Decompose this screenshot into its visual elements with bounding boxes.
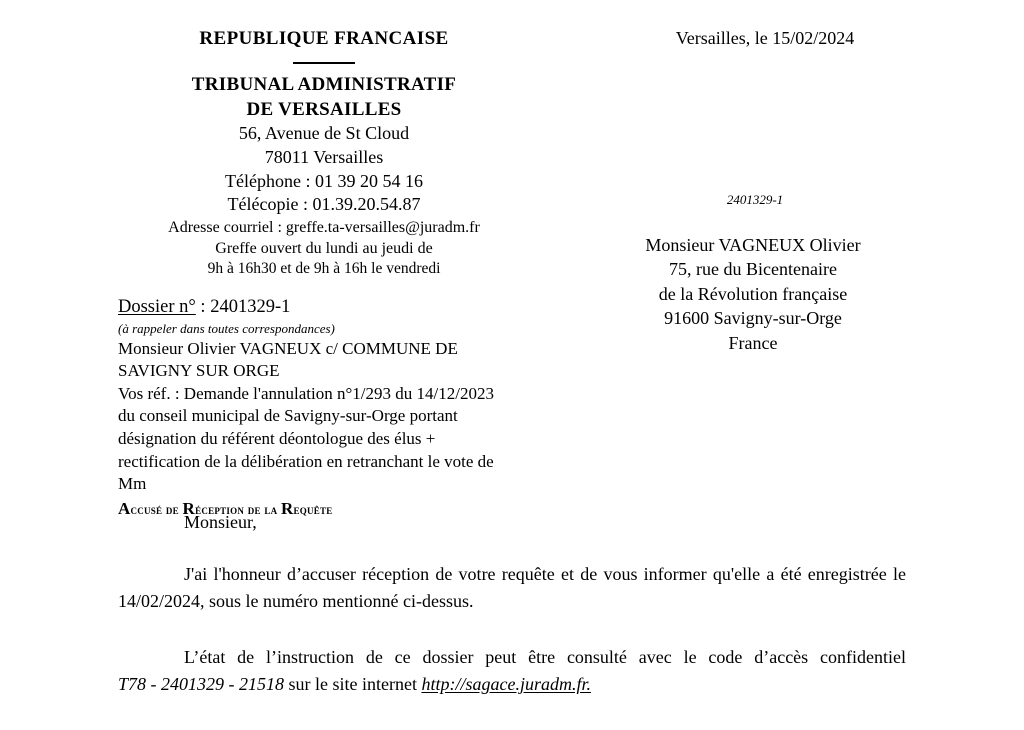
sagace-website-link[interactable]: http://sagace.juradm.fr.	[421, 674, 591, 695]
court-fax: Télécopie : 01.39.20.54.87	[227, 194, 421, 215]
court-hours-line2: 9h à 16h30 et de 9h à 16h le vendredi	[207, 260, 441, 278]
subject-initial-a: A	[118, 498, 131, 518]
recipient-reference: 2401329-1	[726, 192, 784, 207]
body-paragraph-1	[118, 561, 906, 616]
court-name-line2: DE VERSAILLES	[246, 98, 402, 120]
dossier-number-line	[118, 296, 538, 320]
paragraph1-text-before-date: J'ai l'honneur d’accuser réception de votre requête et de vous informer qu'elle a été enregistrée le	[184, 564, 906, 584]
dossier-number: 2401329-1	[210, 297, 291, 317]
subject-initial-r2: R	[280, 498, 294, 518]
court-street: 56, Avenue de St Cloud	[238, 123, 410, 144]
body-paragraph-2	[118, 644, 906, 699]
registration-date: 14/02/2024	[118, 591, 201, 612]
salutation: Monsieur,	[184, 512, 257, 532]
recipient-address-block	[598, 233, 908, 355]
dossier-label: Dossier n°	[118, 297, 196, 317]
subject-initial-r1: R	[182, 498, 196, 518]
subject-text-3: equête	[293, 501, 333, 517]
paragraph2-text-before-code: L’état de l’instruction de ce dossier peut être consulté avec le code d’accès confidentiel	[184, 646, 906, 667]
dossier-note: (à rappeler dans toutes correspondances)	[118, 320, 335, 336]
letter-body	[118, 512, 906, 698]
court-hours-line1: Greffe ouvert du lundi au jeudi de	[215, 240, 433, 258]
republic-heading: REPUBLIQUE FRANCAISE	[199, 28, 449, 49]
dossier-parties-line2: SAVIGNY SUR ORGE	[118, 361, 280, 381]
dossier-block	[118, 296, 538, 520]
dossier-reference-line2: du conseil municipal de Savigny-sur-Orge portant	[118, 406, 458, 426]
court-phone: Téléphone : 01 39 20 54 16	[225, 170, 423, 191]
letterhead	[118, 26, 530, 280]
dossier-reference-line5: Mm	[118, 474, 147, 494]
dossier-reference-line3: désignation du référent déontologue des élus +	[118, 429, 436, 448]
paragraph2-text-before-url: sur le site internet	[284, 674, 422, 695]
subject-text-2: éception de la	[195, 501, 281, 517]
dossier-reference-line1: Vos réf. : Demande l'annulation n°1/293 du 14/12/2023	[118, 383, 494, 403]
recipient-country: France	[728, 332, 778, 353]
paragraph1-text-after-date: , sous le numéro mentionné ci-dessus.	[200, 591, 474, 612]
court-email: Adresse courriel : greffe.ta-versailles@juradm.fr	[168, 219, 480, 237]
recipient-address-line2: de la Révolution française	[658, 283, 848, 304]
recipient-address-line1: 75, rue du Bicentenaire	[669, 259, 837, 280]
court-name-line1: TRIBUNAL ADMINISTRATIF	[191, 74, 457, 96]
recipient-name: Monsieur VAGNEUX Olivier	[645, 235, 861, 255]
recipient-address-line3: 91600 Savigny-sur-Orge	[664, 308, 842, 329]
letterhead-divider	[293, 62, 355, 64]
court-city: 78011 Versailles	[264, 146, 384, 167]
subject-text-1: ccusé de	[130, 501, 183, 517]
access-code: T78 - 2401329 - 21518	[118, 674, 284, 695]
dateline: Versailles, le 15/02/2024	[675, 28, 855, 48]
dossier-separator: :	[195, 297, 211, 317]
dossier-reference-line4: rectification de la délibération en retranchant le vote de	[118, 451, 494, 471]
dossier-parties-line1: Monsieur Olivier VAGNEUX c/ COMMUNE DE	[118, 338, 458, 358]
